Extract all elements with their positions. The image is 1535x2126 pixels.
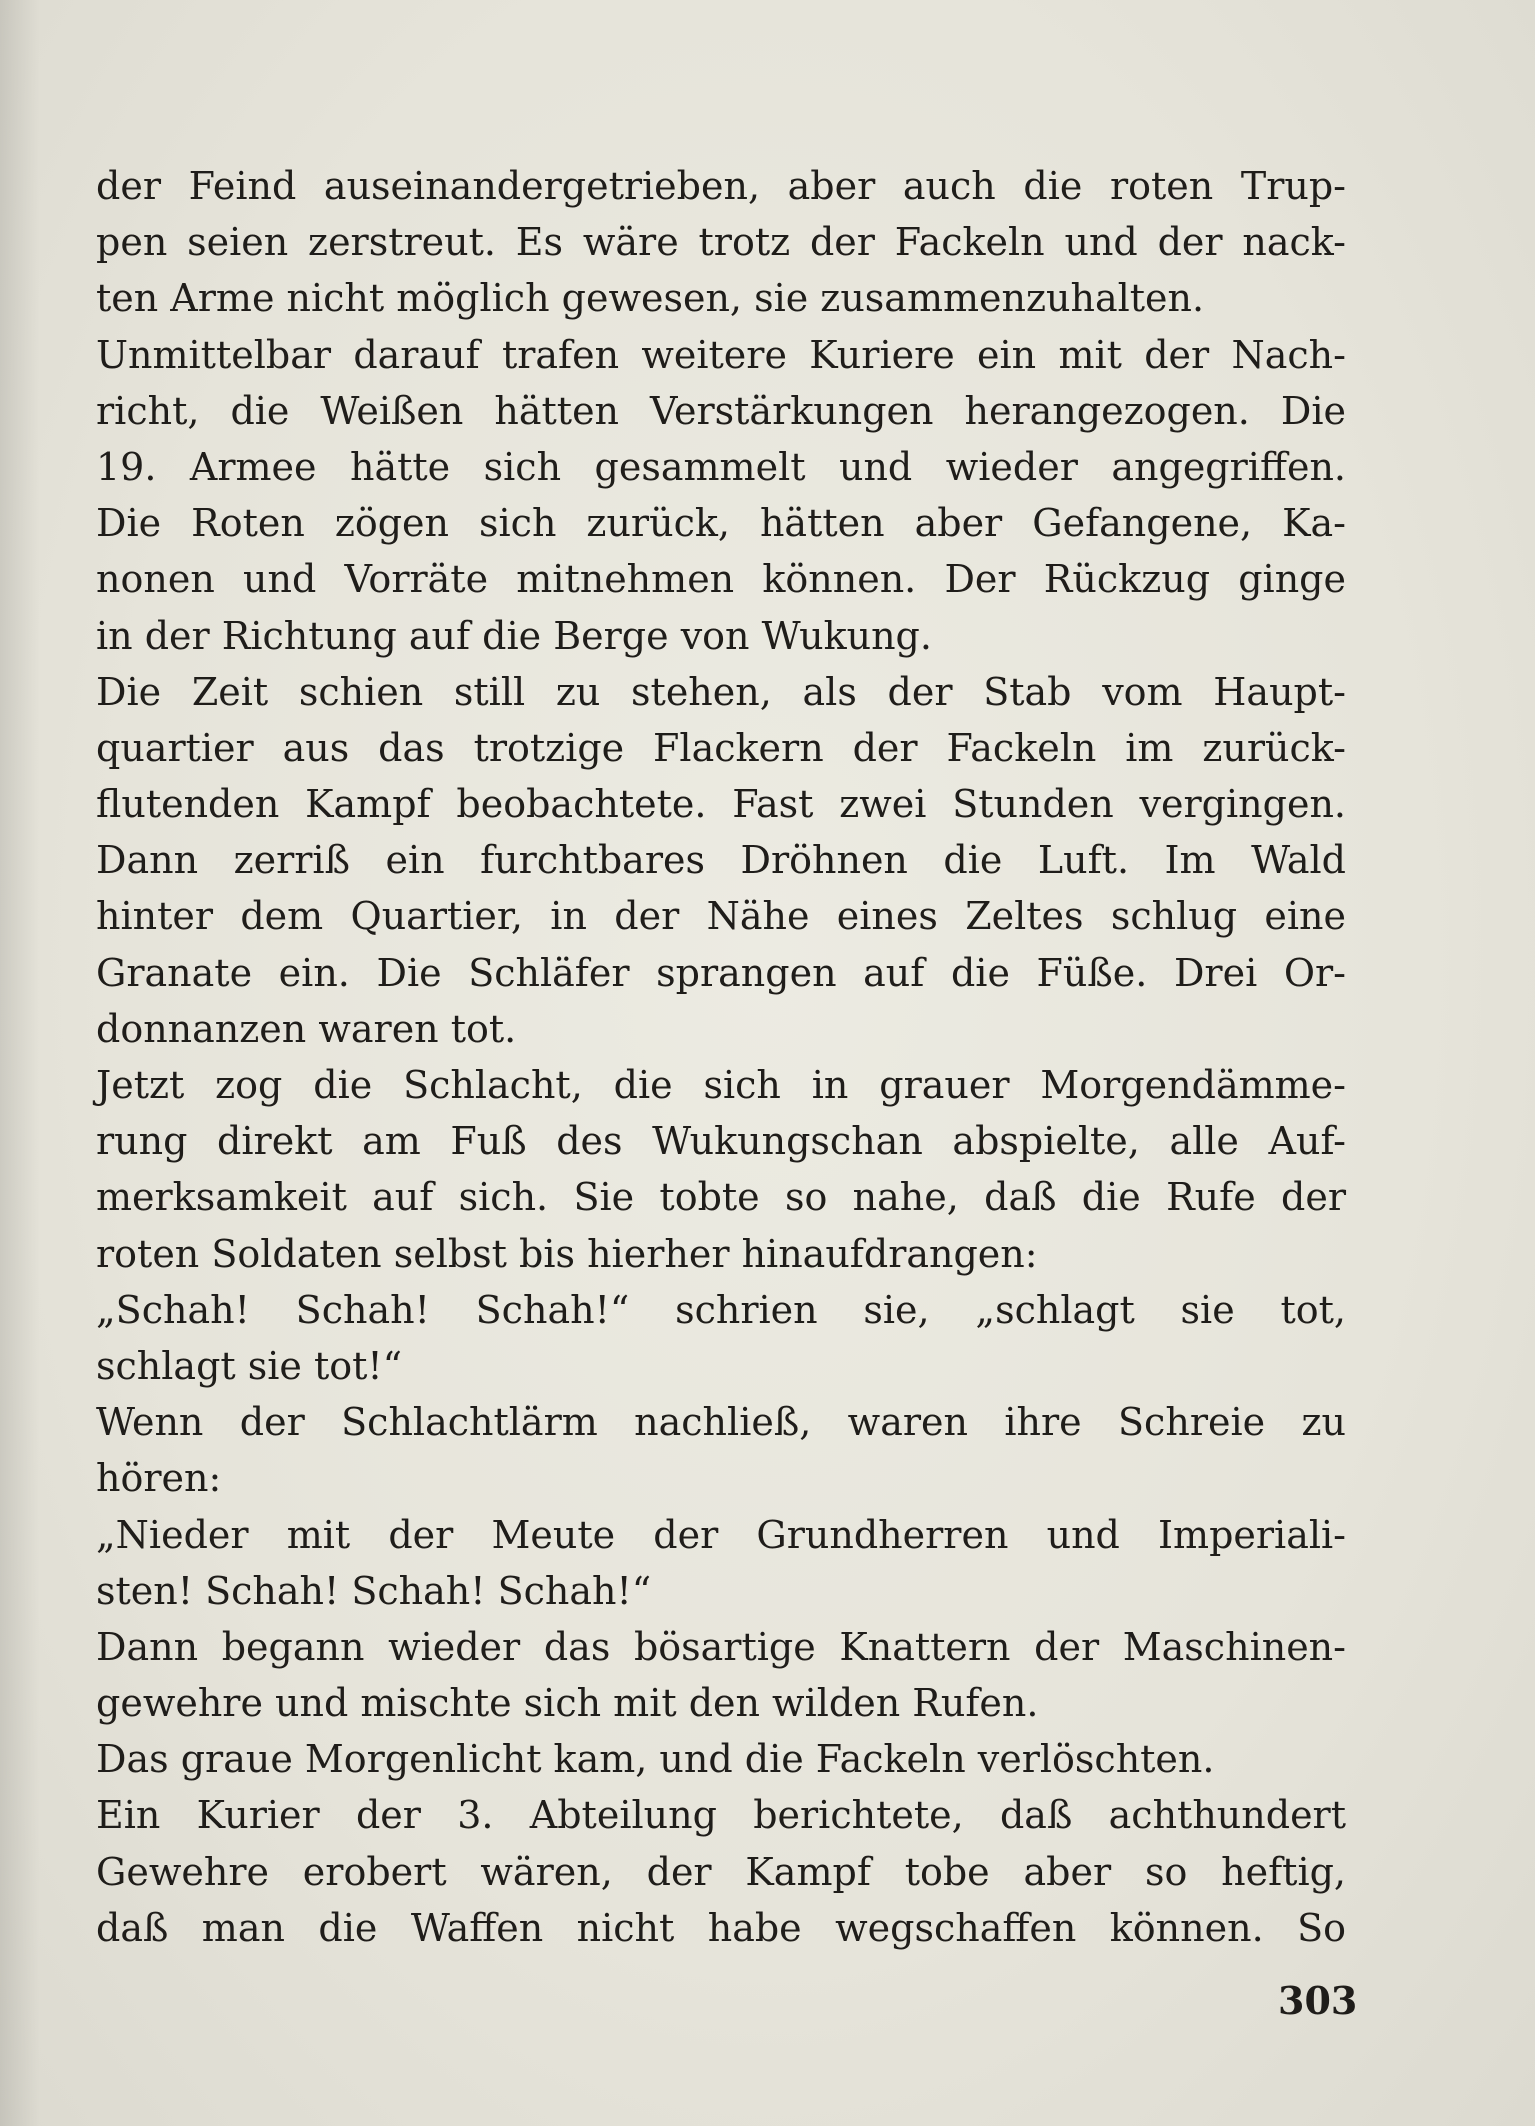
text-line: Granate ein. Die Schläfer sprangen auf die Füße. Drei Or- — [96, 950, 1346, 995]
text-line: „Nieder mit der Meute der Grundherren und Imperiali- — [96, 1512, 1346, 1557]
body-text — [96, 158, 1346, 1956]
text-line: schlagt sie tot!“ — [96, 1343, 403, 1388]
text-line: Das graue Morgenlicht kam, und die Fackeln verlöschten. — [96, 1737, 1215, 1782]
text-line: „Schah! Schah! Schah!“ schrien sie, „schlagt sie tot, — [96, 1287, 1346, 1332]
text-line: rung direkt am Fuß des Wukungschan abspielte, alle Auf- — [96, 1119, 1346, 1164]
text-line: Wenn der Schlachtlärm nachließ, waren ihre Schreie zu — [96, 1400, 1346, 1445]
text-line: Die Zeit schien still zu stehen, als der Stab vom Haupt- — [96, 669, 1346, 714]
text-line: quartier aus das trotzige Flackern der Fackeln im zurück- — [96, 725, 1346, 770]
text-line: 19. Armee hätte sich gesammelt und wieder angegriffen. — [96, 444, 1346, 489]
text-line: ten Arme nicht möglich gewesen, sie zusammenzuhalten. — [96, 276, 1205, 321]
text-line: Jetzt zog die Schlacht, die sich in grauer Morgendämme- — [96, 1063, 1346, 1107]
page-gutter-shadow — [0, 0, 40, 2126]
text-line: flutenden Kampf beobachtete. Fast zwei Stunden vergingen. — [96, 782, 1346, 827]
text-line: hören: — [96, 1456, 222, 1501]
text-line: richt, die Weißen hätten Verstärkungen herangezogen. Die — [96, 388, 1346, 433]
text-line: nonen und Vorräte mitnehmen können. Der Rückzug ginge — [96, 557, 1346, 602]
text-line: der Feind auseinandergetrieben, aber auch die roten Trup- — [96, 164, 1346, 208]
text-line: roten Soldaten selbst bis hierher hinaufdrangen: — [96, 1231, 1038, 1276]
text-line: Dann begann wieder das bösartige Knattern der Maschinen- — [96, 1624, 1346, 1669]
text-line: sten! Schah! Schah! Schah!“ — [96, 1568, 652, 1613]
text-line: Dann zerriß ein furchtbares Dröhnen die Luft. Im Wald — [96, 838, 1346, 883]
text-line: Ein Kurier der 3. Abteilung berichtete, daß achthundert — [96, 1793, 1346, 1838]
text-line: Gewehre erobert wären, der Kampf tobe aber so heftig, — [96, 1849, 1346, 1894]
text-line: daß man die Waffen nicht habe wegschaffen können. So — [96, 1905, 1346, 1950]
text-line: donnanzen waren tot. — [96, 1006, 517, 1051]
text-line: merksamkeit auf sich. Sie tobte so nahe, daß die Rufe der — [96, 1175, 1346, 1220]
text-line: gewehre und mischte sich mit den wilden Rufen. — [96, 1681, 1039, 1726]
text-line: Die Roten zögen sich zurück, hätten aber Gefangene, Ka- — [96, 501, 1346, 546]
text-line: in der Richtung auf die Berge von Wukung. — [96, 613, 932, 658]
page-number: 303 — [1278, 1978, 1358, 2023]
text-line: Unmittelbar darauf trafen weitere Kuriere ein mit der Nach- — [96, 332, 1346, 377]
text-line: pen seien zerstreut. Es wäre trotz der Fackeln und der nack- — [96, 220, 1346, 265]
text-line: hinter dem Quartier, in der Nähe eines Zeltes schlug eine — [96, 894, 1346, 939]
